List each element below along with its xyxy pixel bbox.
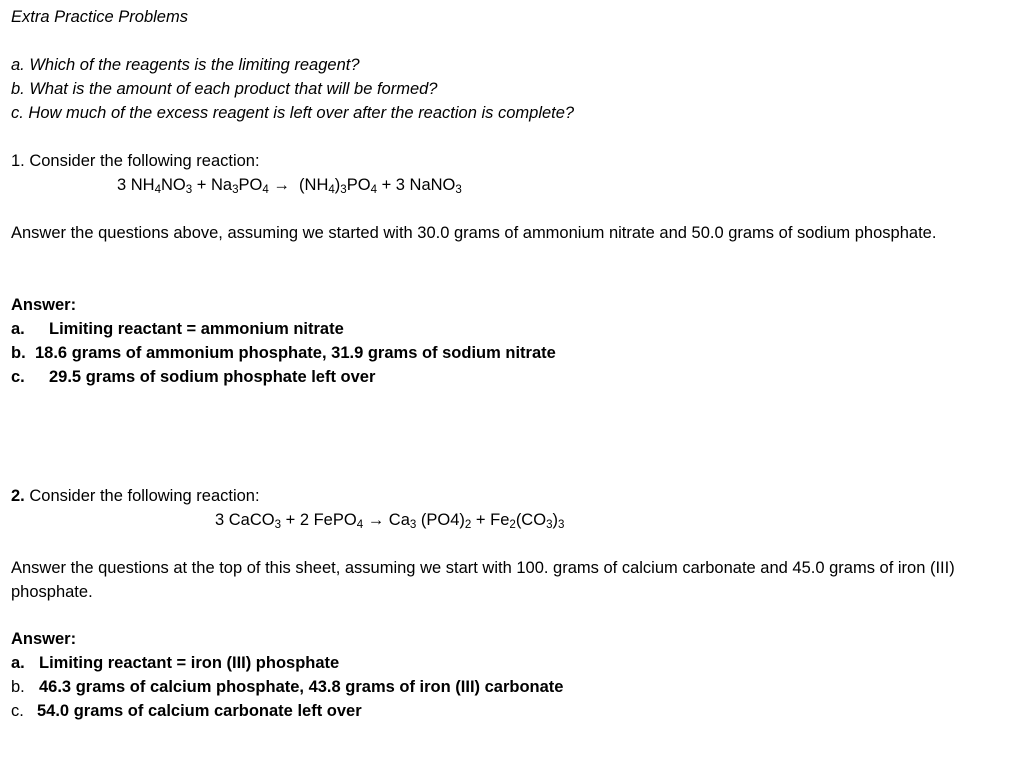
- problem-1-answer-heading: Answer:: [11, 296, 77, 314]
- problem-1-answer-c: c. 29.5 grams of sodium phosphate left over: [11, 368, 376, 386]
- problem-2-equation: 3 CaCO$_3$ + 2 FePO$_4$ → $Ca_3$ $(PO4)_2 + Fe_2(CO_3)_3$: [215, 511, 565, 531]
- problem-2-answer-b: b. 46.3 grams of calcium phosphate, 43.8 grams of iron (III) carbonate: [11, 678, 564, 696]
- page-title: Extra Practice Problems: [11, 8, 188, 26]
- problem-1-equation: 3 $NH_4NO_3 + Na_3PO_4 \to (NH_4)_3PO_4 + 3$ NaNO$_3$: [117, 176, 462, 196]
- problem-2-answer-c: c. 54.0 grams of calcium carbonate left over: [11, 702, 362, 720]
- problem-2-text: Answer the questions at the top of this sheet, assuming we start with 100. grams of calcium carbonate and 45.0 grams of iron (III) phosphate.: [11, 559, 955, 601]
- question-b: b. What is the amount of each product that will be formed?: [11, 80, 438, 98]
- question-list: [11, 53, 1004, 125]
- header-section: [11, 5, 1004, 29]
- problem-2-prompt: 2. Consider the following reaction:: [11, 487, 260, 505]
- problem-1-answer-a: a. Limiting reactant = ammonium nitrate: [11, 320, 344, 338]
- problem-2-answer-block: [11, 627, 1004, 723]
- problem-2-text-block: [11, 556, 1004, 604]
- problem-1-prompt: 1. Consider the following reaction:: [11, 152, 260, 170]
- problem-2-answer-a: a. Limiting reactant = iron (III) phosphate: [11, 654, 340, 672]
- problem-2-prompt-block: [11, 484, 1004, 508]
- problem-1-text-block: [11, 221, 1004, 245]
- problem-1-answer-block: [11, 293, 1004, 389]
- problem-1-answer-b: b. 18.6 grams of ammonium phosphate, 31.9 grams of sodium nitrate: [11, 344, 556, 362]
- problem-2-answer-heading: Answer:: [11, 630, 77, 648]
- question-c: c. How much of the excess reagent is left over after the reaction is complete?: [11, 104, 575, 122]
- problem-1-prompt-block: [11, 149, 1004, 173]
- question-a: a. Which of the reagents is the limiting reagent?: [11, 56, 360, 74]
- problem-1-text: Answer the questions above, assuming we started with 30.0 grams of ammonium nitrate and 50.0 grams of sodium phosphate.: [11, 224, 937, 242]
